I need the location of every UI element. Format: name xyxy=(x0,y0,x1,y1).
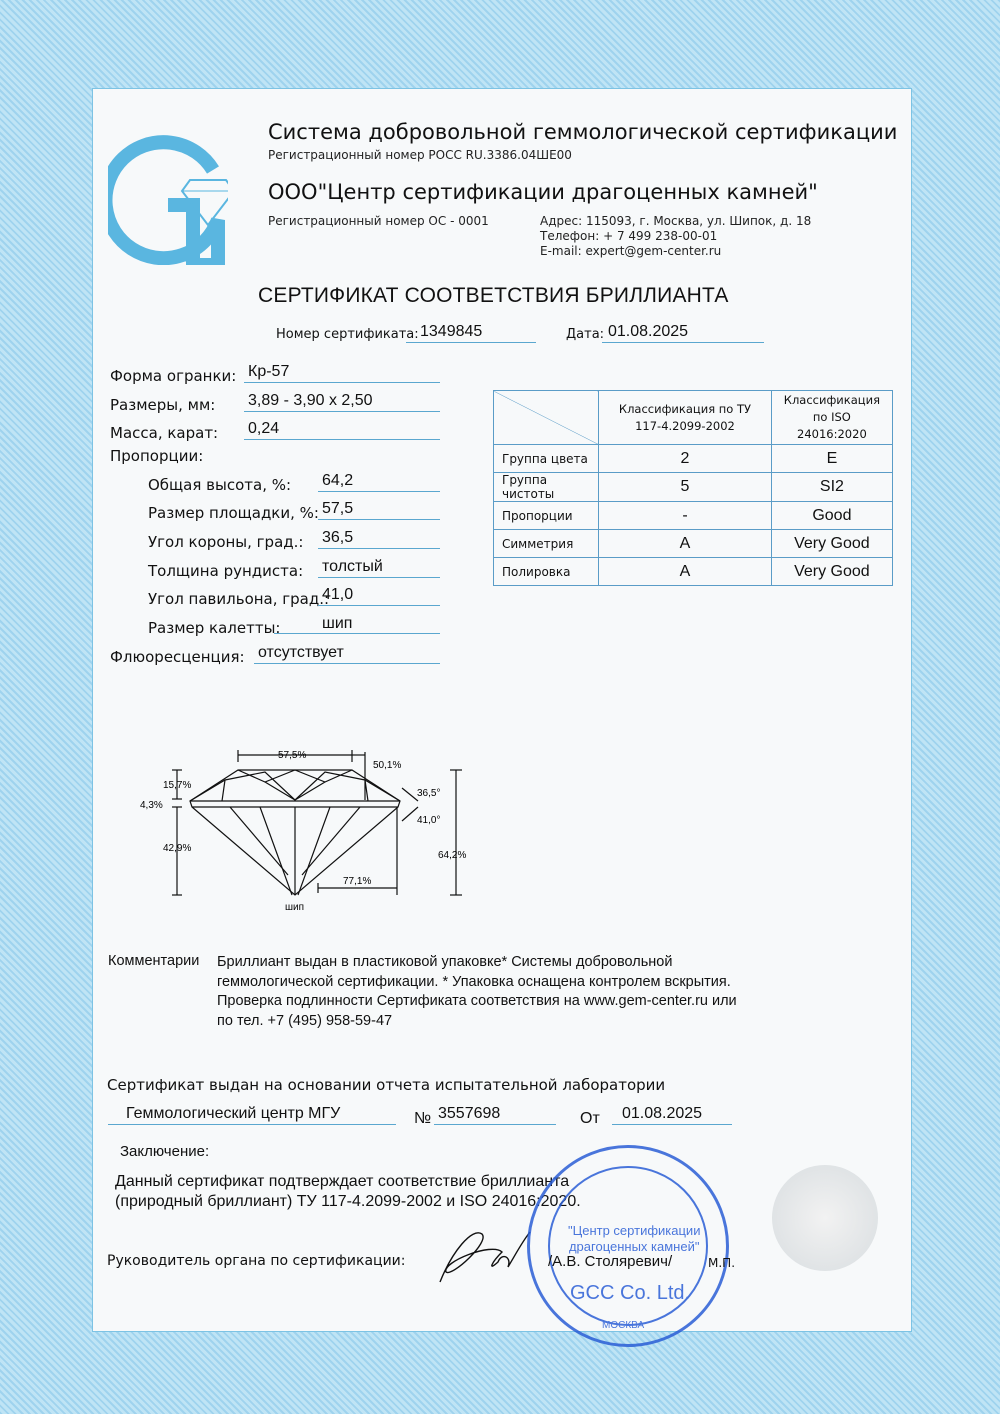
stamp-line: "Центр сертификации xyxy=(568,1223,701,1238)
phone: Телефон: + 7 499 238-00-01 xyxy=(540,229,718,243)
param-label: Размер площадки, %: xyxy=(148,504,319,522)
seal-place-label: М.П. xyxy=(708,1256,736,1270)
iso-value: SI2 xyxy=(771,473,892,502)
signatory-name: /А.В. Столяревич/ xyxy=(548,1253,673,1270)
param-value: 0,24 xyxy=(244,420,440,440)
row-label: Симметрия xyxy=(494,530,599,558)
org-name: ООО"Центр сертификации драгоценных камней" xyxy=(268,180,818,204)
label-table: 57,5% xyxy=(278,750,307,761)
stamp-gcc: GCC xyxy=(570,1282,615,1304)
param-label: Форма огранки: xyxy=(110,367,237,385)
row-label: Пропорции xyxy=(494,502,599,530)
report-no: 3557698 xyxy=(434,1105,556,1125)
report-no-label: № xyxy=(414,1110,432,1127)
org-reg: Регистрационный номер ОС - 0001 xyxy=(268,214,489,228)
comment-line: Проверка подлинности Сертификата соответствия на www.gem-center.ru или xyxy=(217,993,737,1009)
stamp-org xyxy=(568,1223,700,1255)
conclusion-text xyxy=(115,1172,581,1212)
stamp-ltd: Co. Ltd. xyxy=(620,1282,691,1304)
email: E-mail: expert@gem-center.ru xyxy=(540,244,722,258)
system-reg: Регистрационный номер РОСС RU.3386.04ШЕ00 xyxy=(268,148,572,162)
corner-cell xyxy=(494,391,599,445)
tu-value: - xyxy=(599,502,772,530)
param-label: Размер калетты: xyxy=(148,619,281,637)
tu-value: A xyxy=(599,530,772,558)
iso-value: Very Good xyxy=(771,558,892,586)
iso-value: Good xyxy=(771,502,892,530)
comment-line: геммологической сертификации. * Упаковка оснащена контролем вскрытия. xyxy=(217,973,731,990)
classification-table xyxy=(493,390,893,586)
comments-text xyxy=(217,953,737,1031)
param-label: Общая высота, %: xyxy=(148,476,292,494)
param-value: 57,5 xyxy=(318,500,440,520)
table-row xyxy=(494,558,893,586)
label-culet: шип xyxy=(285,902,305,913)
param-value: толстый xyxy=(318,558,440,578)
param-label: Масса, карат: xyxy=(110,424,219,442)
col-header-tu: Классификация по ТУ 117-4.2099-2002 xyxy=(599,391,772,445)
param-label: Флюоресценция: xyxy=(110,648,245,666)
col-header-iso: Классификация по ISO 24016:2020 xyxy=(771,391,892,445)
label-total-depth: 64,2% xyxy=(438,850,467,861)
label-lower-half: 77,1% xyxy=(343,876,372,887)
label-crown-diameter: 50,1% xyxy=(373,760,402,771)
comments-label: Комментарии xyxy=(108,953,200,969)
comment-line: Бриллиант выдан в пластиковой упаковке* Системы добровольной xyxy=(217,954,673,970)
diamond-proportions-diagram xyxy=(130,740,490,920)
param-label: Пропорции: xyxy=(110,447,204,465)
stamp-company xyxy=(570,1282,690,1305)
param-label: Размеры, мм: xyxy=(110,396,216,414)
row-label: Группа чистоты xyxy=(494,473,599,502)
param-value: 3,89 - 3,90 x 2,50 xyxy=(244,392,440,412)
hologram-sticker-icon xyxy=(772,1165,878,1271)
row-label: Группа цвета xyxy=(494,445,599,473)
cert-date: 01.08.2025 xyxy=(602,323,764,343)
param-value: 64,2 xyxy=(318,472,440,492)
iso-value: E xyxy=(771,445,892,473)
table-row xyxy=(494,530,893,558)
signatory-label: Руководитель органа по сертификации: xyxy=(107,1253,406,1269)
stamp-city: МОСКВА xyxy=(602,1320,645,1331)
cert-number: 1349845 xyxy=(406,323,536,343)
label-girdle: 4,3% xyxy=(140,800,163,811)
seal-stamp xyxy=(527,1145,729,1347)
param-label: Угол павильона, град.: xyxy=(148,590,330,608)
param-label: Угол короны, град.: xyxy=(148,533,304,551)
comment-line: по тел. +7 (495) 958-59-47 xyxy=(217,1012,393,1029)
system-name: Система добровольной геммологической сертификации xyxy=(268,120,898,144)
iso-value: Very Good xyxy=(771,530,892,558)
param-value: Кр-57 xyxy=(244,363,440,383)
gcc-logo-icon xyxy=(108,125,228,265)
tu-value: 5 xyxy=(599,473,772,502)
document-title: СЕРТИФИКАТ СООТВЕТСТВИЯ БРИЛЛИАНТА xyxy=(258,284,729,307)
param-label: Толщина рундиста: xyxy=(148,562,304,580)
signature-icon xyxy=(432,1222,532,1288)
report-date: 01.08.2025 xyxy=(612,1105,732,1125)
conclusion-label: Заключение: xyxy=(120,1143,210,1160)
address: Адрес: 115093, г. Москва, ул. Шипок, д. 18 xyxy=(540,214,812,228)
table-row xyxy=(494,473,893,502)
stamp-line: драгоценных камней" xyxy=(568,1239,700,1254)
cert-number-label: Номер сертификата: xyxy=(276,327,419,342)
label-crown-angle: 36,5° xyxy=(417,788,441,799)
report-date-label: От xyxy=(580,1110,600,1127)
param-value: 41,0 xyxy=(318,586,440,606)
date-label: Дата: xyxy=(566,327,605,342)
lab-name: Геммологический центр МГУ xyxy=(108,1105,396,1125)
param-value: отсутствует xyxy=(254,644,440,664)
tu-value: 2 xyxy=(599,445,772,473)
certificate-panel xyxy=(92,88,912,1332)
table-row xyxy=(494,445,893,473)
label-pavilion-depth: 42,9% xyxy=(163,843,192,854)
basis-label: Сертификат выдан на основании отчета испытательной лаборатории xyxy=(107,1076,666,1094)
label-crown-height: 15,7% xyxy=(163,780,192,791)
tu-value: A xyxy=(599,558,772,586)
table-row xyxy=(494,502,893,530)
row-label: Полировка xyxy=(494,558,599,586)
contacts xyxy=(540,214,811,259)
conclusion-line: Данный сертификат подтверждает соответствие бриллианта xyxy=(115,1173,570,1190)
conclusion-line: (природный бриллиант) ТУ 117-4.2099-2002 и ISO 24016:2020. xyxy=(115,1193,581,1210)
param-value: шип xyxy=(274,615,440,634)
label-pavilion-angle: 41,0° xyxy=(417,815,441,826)
param-value: 36,5 xyxy=(318,529,440,549)
